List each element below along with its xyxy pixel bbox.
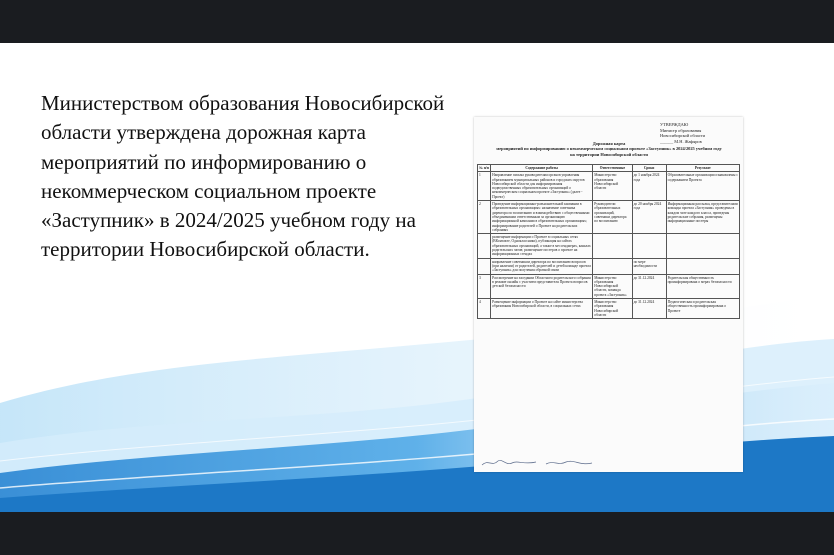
table-cell: Руководители образовательных организаций, советники директора по воспитанию [593,201,632,234]
table-row [478,274,740,298]
presentation-slide [0,43,834,512]
table-cell: направление советником директора по воспитанию вопросов (при наличии) от родителей, родителей и детей команде проекта «Заступник» для получения обратной связи [492,259,591,273]
table-cell: по мере необходимости [632,258,666,274]
approval-line: ______ М.Н. Жафяров [660,138,702,144]
signature-scribble [544,457,594,469]
table-cell: 2 [478,201,491,234]
table-cell: до 20 ноября 2024 года [632,201,666,234]
document-scan [474,117,743,472]
table-cell: до 31.12.2024 [632,274,666,298]
table-row [478,201,740,234]
top-black-bar [0,0,834,43]
header-cell: № п/п [479,166,489,170]
header-cell: Результат [666,165,739,172]
table-row [478,234,740,258]
title-line: на территории Новосибирской области [570,151,648,157]
table-cell: размещение информации о Проекте в социальных сетях (ВКонтакте, Одноклассники), публикация на сайтах образовательных организаций, а также в мессенджерах, каналах родительских чатов; размещение постеров о проекте на информационных стендах [491,234,593,258]
table-cell: до 31.12.2024 [632,299,666,319]
approval-line: Министр образования [660,127,702,133]
title-line: мероприятий по информированию о некоммерческом социальном проекте «Заступник» в 2024/2025 учебном году [496,146,722,152]
table-cell: Информационная рассылка, представителями команды проекта «Заступник» проведены в каждом чате каждого класса, проведены родительские собрания, размещены информационные постеры [666,201,739,234]
header-cell: Ответственные [593,165,632,172]
table-cell: Образовательные организации ознакомлены с содержанием Проекта [666,172,739,201]
table-cell: Министерство образования Новосибирской области [593,299,632,319]
table-cell: Министерство образования Новосибирской области, команда проекта «Заступник» [593,274,632,298]
table-cell: Педагогическая и родительская общественность проинформирована о Проекте [666,299,739,319]
table-cell [666,234,739,258]
title-line: Дорожная карта [592,141,626,146]
roadmap-table [477,164,740,319]
table-cell: 4 [478,299,491,319]
table-cell [593,258,632,274]
table-row [478,299,740,319]
table-cell [478,258,491,274]
table-row [478,172,740,201]
signature-scribble [480,457,540,469]
table-cell [593,234,632,258]
slide-text: Министерством образования Новосибирской области утверждена дорожная карта мероприятий по информированию о некоммерческом социальном проекте «Заступник» в 2024/2025 учебном году на территории Новосибирской области. [41,91,445,262]
table-header [478,165,740,172]
header-cell: Сроки [632,165,666,172]
table-cell: Министерство образования Новосибирской области [593,172,632,201]
table-cell: 3 [478,274,491,298]
table-cell: до 1 ноября 2024 года [632,172,666,201]
table-cell: Размещение информации о Проекте на сайте министерства образования Новосибирской области, в социальных сетях [491,299,593,319]
bottom-black-bar [0,512,834,555]
table-cell: Проведение информационно-разъяснительной кампании в образовательных организациях: назначение советника директора по воспитанию и взаимодействию с общественными объединениями ответственным за организацию информационной кампании в образовательных организациях; информирование родителей о Проекте на родительских собраниях [491,201,593,234]
table-cell [632,234,666,258]
document-title [480,138,738,157]
table-cell: 1 [478,172,491,201]
header-cell: Содержание работы [491,165,593,172]
table-cell: Рассмотрение на заседании Областного родительского собрания в режиме онлайн с участием представителя Проекта вопросов детской безопасности [491,274,593,298]
approval-line: Новосибирской области [660,133,705,139]
approval-line: УТВЕРЖДАЮ [660,122,689,127]
table-cell [666,258,739,274]
table-row [478,258,740,274]
table-cell [478,234,491,258]
table-cell: Направление письма руководителям органов управления образованием муниципальных районов и городских округов Новосибирской области для информирования подведомственных образовательных организаций о некоммерческом социальном проекте «Заступник» (далее - Проект) [491,172,593,201]
table-cell: Родительская общественность проинформирована о мерах безопасности [666,274,739,298]
